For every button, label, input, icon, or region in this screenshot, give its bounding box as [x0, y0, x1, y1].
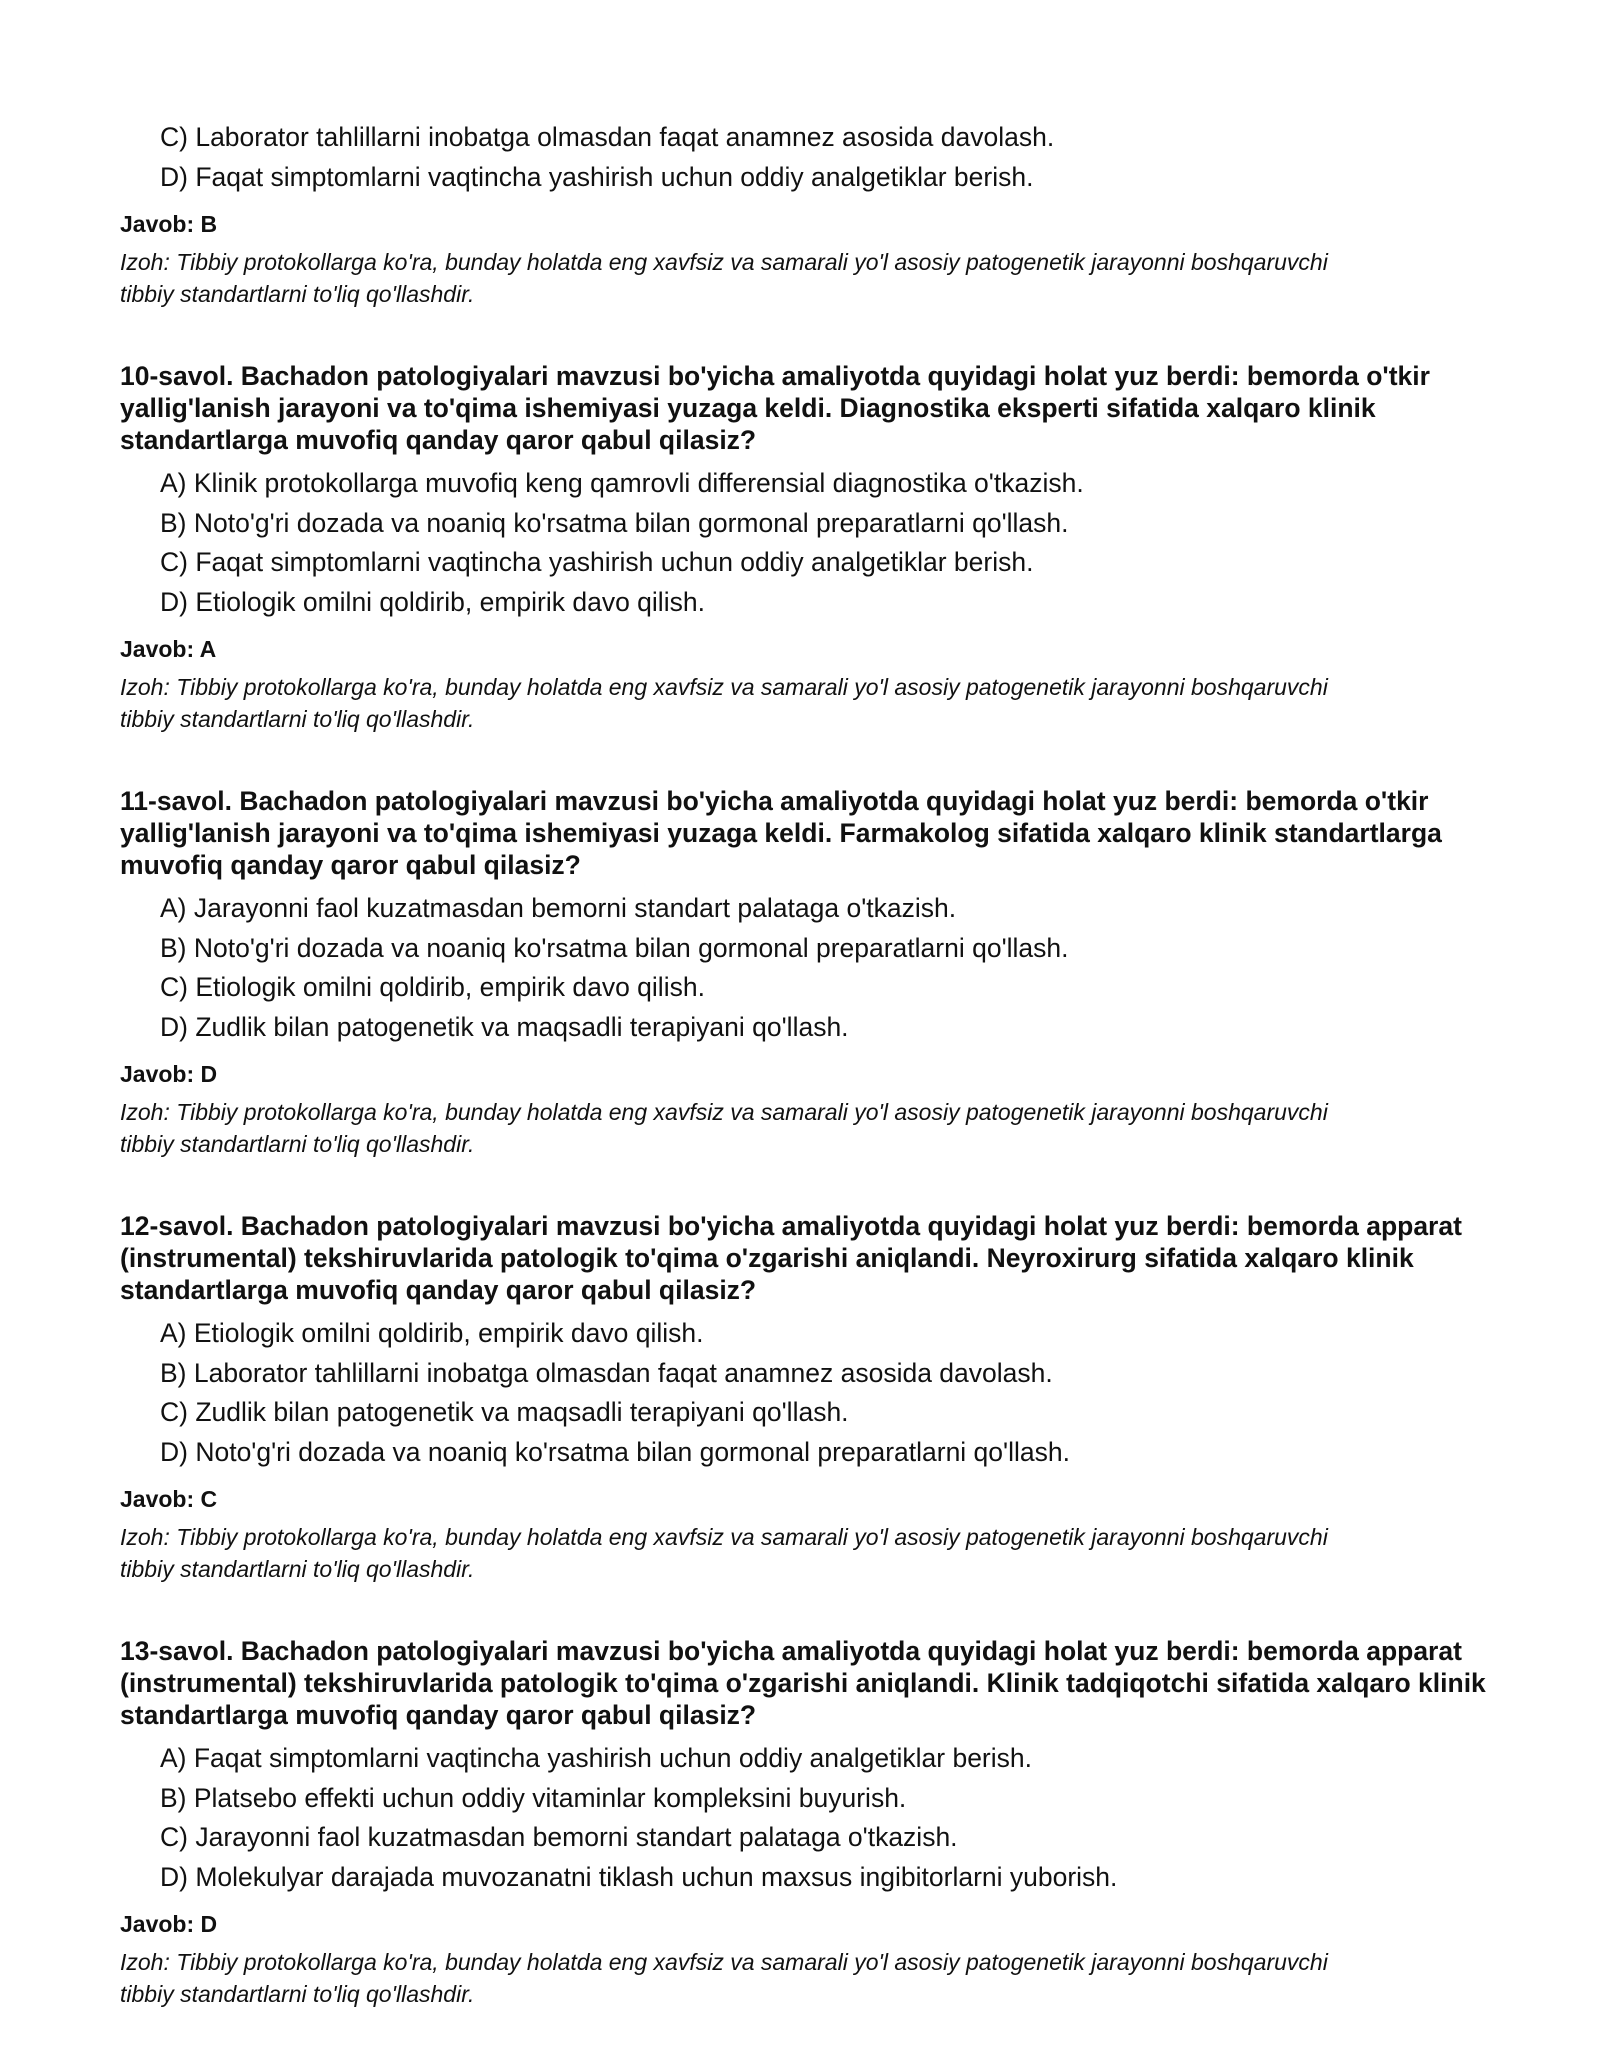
- explanation-note: Izoh: Tibbiy protokollarga ko'ra, bunday holatda eng xavfsiz va samarali yo'l asosiy patogenetik jarayonni boshqaruvchi tibbiy standartlarni to'liq qo'llashdir.: [120, 1524, 1328, 1582]
- question-title: 10-savol. Bachadon patologiyalari mavzusi bo'yicha amaliyotda quyidagi holat yuz berdi: bemorda o'tkir yallig'lanish jarayoni va to'qima ishemiyasi yuzaga keldi. Diagnostika eksperti sifatida xalqaro klinik standartlarga muvofiq qanday qaror qabul qilasiz?: [120, 361, 1430, 455]
- question-title: 11-savol. Bachadon patologiyalari mavzusi bo'yicha amaliyotda quyidagi holat yuz berdi: bemorda o'tkir yallig'lanish jarayoni va to'qima ishemiyasi yuzaga keldi. Farmakolog sifatida xalqaro klinik standartlarga muvofiq qanday qaror qabul qilasiz?: [120, 786, 1442, 880]
- option-b: B) Noto'g'ri dozada va noaniq ko'rsatma bilan gormonal preparatlarni qo'llash.: [160, 507, 1069, 538]
- answer-label: Javob: B: [120, 211, 218, 237]
- explanation-note: Izoh: Tibbiy protokollarga ko'ra, bunday holatda eng xavfsiz va samarali yo'l asosiy patogenetik jarayonni boshqaruvchi tibbiy standartlarni to'liq qo'llashdir.: [120, 1099, 1328, 1157]
- option-a: A) Jarayonni faol kuzatmasdan bemorni standart palataga o'tkazish.: [160, 893, 957, 923]
- option-a: A) Faqat simptomlarni vaqtincha yashirish uchun oddiy analgetiklar berish.: [160, 1743, 1032, 1773]
- option-d: D) Molekulyar darajada muvozanatni tiklash uchun maxsus ingibitorlarni yuborish.: [160, 1861, 1118, 1892]
- answer-label: Javob: D: [120, 1061, 218, 1087]
- explanation-note: Izoh: Tibbiy protokollarga ko'ra, bunday holatda eng xavfsiz va samarali yo'l asosiy patogenetik jarayonni boshqaruvchi tibbiy standartlarni to'liq qo'llashdir.: [120, 674, 1328, 732]
- option-d: D) Faqat simptomlarni vaqtincha yashirish uchun oddiy analgetiklar berish.: [160, 161, 1034, 192]
- question-title: 12-savol. Bachadon patologiyalari mavzusi bo'yicha amaliyotda quyidagi holat yuz berdi: bemorda apparat (instrumental) tekshiruvlarida patologik to'qima o'zgarishi aniqlandi. Neyroxirurg sifatida xalqaro klinik standartlarga muvofiq qanday qaror qabul qilasiz?: [120, 1211, 1462, 1305]
- option-b: B) Noto'g'ri dozada va noaniq ko'rsatma bilan gormonal preparatlarni qo'llash.: [160, 932, 1069, 963]
- option-a: A) Klinik protokollarga muvofiq keng qamrovli differensial diagnostika o'tkazish.: [160, 468, 1084, 498]
- option-b: B) Platsebo effekti uchun oddiy vitaminlar kompleksini buyurish.: [160, 1782, 907, 1813]
- answer-label: Javob: A: [120, 636, 217, 662]
- answer-label: Javob: C: [120, 1486, 218, 1512]
- answer-label: Javob: D: [120, 1911, 218, 1937]
- question-12: [120, 1210, 1500, 1585]
- option-b: B) Laborator tahlillarni inobatga olmasdan faqat anamnez asosida davolash.: [160, 1357, 1053, 1388]
- option-c: C) Etiologik omilni qoldirib, empirik davo qilish.: [160, 972, 705, 1002]
- document-page: [120, 118, 1500, 2010]
- option-c: C) Faqat simptomlarni vaqtincha yashirish uchun oddiy analgetiklar berish.: [160, 547, 1034, 577]
- option-a: A) Etiologik omilni qoldirib, empirik davo qilish.: [160, 1318, 704, 1348]
- question-title: 13-savol. Bachadon patologiyalari mavzusi bo'yicha amaliyotda quyidagi holat yuz berdi: bemorda apparat (instrumental) tekshiruvlarida patologik to'qima o'zgarishi aniqlandi. Klinik tadqiqotchi sifatida xalqaro klinik standartlarga muvofiq qanday qaror qabul qilasiz?: [120, 1636, 1486, 1730]
- question-11: [120, 785, 1500, 1160]
- option-c: C) Laborator tahlillarni inobatga olmasdan faqat anamnez asosida davolash.: [160, 122, 1055, 152]
- question-9-continuation: [120, 118, 1500, 310]
- explanation-note: Izoh: Tibbiy protokollarga ko'ra, bunday holatda eng xavfsiz va samarali yo'l asosiy patogenetik jarayonni boshqaruvchi tibbiy standartlarni to'liq qo'llashdir.: [120, 249, 1328, 307]
- option-d: D) Zudlik bilan patogenetik va maqsadli terapiyani qo'llash.: [160, 1011, 849, 1042]
- option-c: C) Zudlik bilan patogenetik va maqsadli terapiyani qo'llash.: [160, 1397, 849, 1427]
- explanation-note: Izoh: Tibbiy protokollarga ko'ra, bunday holatda eng xavfsiz va samarali yo'l asosiy patogenetik jarayonni boshqaruvchi tibbiy standartlarni to'liq qo'llashdir.: [120, 1949, 1328, 2007]
- question-13: [120, 1635, 1500, 2010]
- question-10: [120, 360, 1500, 735]
- option-d: D) Noto'g'ri dozada va noaniq ko'rsatma bilan gormonal preparatlarni qo'llash.: [160, 1436, 1070, 1467]
- option-c: C) Jarayonni faol kuzatmasdan bemorni standart palataga o'tkazish.: [160, 1822, 958, 1852]
- option-d: D) Etiologik omilni qoldirib, empirik davo qilish.: [160, 586, 705, 617]
